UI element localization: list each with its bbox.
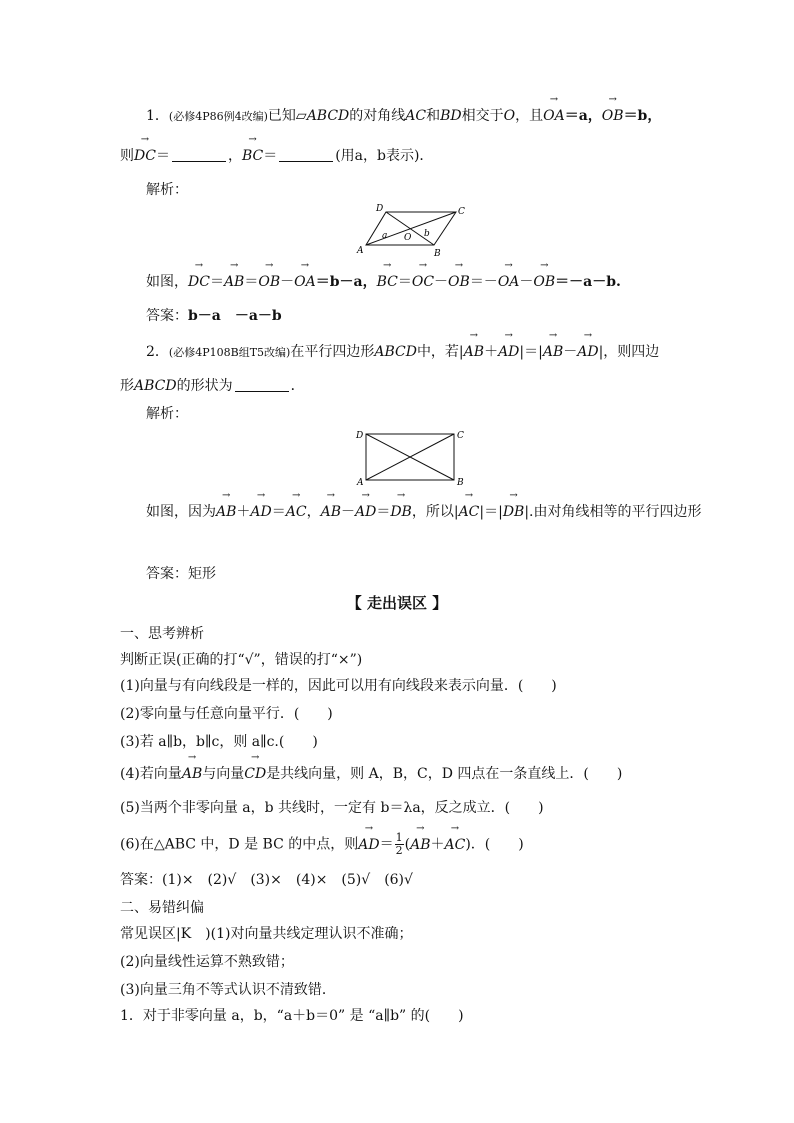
part2-heading: 二、易错纠偏 bbox=[120, 900, 204, 916]
judge-item-2: (2)零向量与任意向量平行．( ) bbox=[120, 706, 333, 722]
judge-item-6: (6)在△ABC 中，D 是 BC 的中点，则→ AD＝ $\frac{1}{2}$ (→ AB＋→ AC)．( ) bbox=[120, 832, 524, 857]
part2-question-1: 1．对于非零向量 a，b，“a＋b＝0” 是 “a∥b” 的( ) bbox=[120, 1008, 464, 1024]
q1-line1: 1．(必修4P86例4改编)已知▱ABCD的对角线AC和BD相交于O，且→ OA＝a，→ OB＝b， bbox=[146, 106, 661, 127]
q1-explanation: 如图，→ DC＝→ AB＝→ OB－→ OA＝b－a，→ BC＝→ OC－→ OB＝－→ OA－→ OB＝－a－b. bbox=[146, 272, 621, 292]
q2-line1: 2．(必修4P108B组T5改编)在平行四边形ABCD中，若|→ AB＋→ AD|＝|→ AB－→ AD|，则四边 bbox=[146, 342, 659, 363]
fraction-one-half: $\frac{1}{2}$ bbox=[395, 831, 403, 857]
fig2-label-b: B bbox=[457, 478, 464, 488]
vec-bc: → BC bbox=[242, 146, 263, 166]
q1-source: (必修4P86例4改编) bbox=[168, 110, 268, 123]
rectangle-figure bbox=[352, 426, 476, 490]
fig1-label-d: D bbox=[376, 204, 384, 214]
q1-answer: 答案：b－a －a－b bbox=[146, 308, 282, 324]
answer-blank-1[interactable] bbox=[172, 147, 226, 162]
section-title: 【 走出误区 】 bbox=[346, 594, 448, 612]
vec-dc: → DC bbox=[134, 146, 156, 166]
part1-instruction: 判断正误(正确的打“√”，错误的打“×”) bbox=[120, 652, 363, 668]
vec-ob: → OB bbox=[602, 106, 624, 126]
fig1-label-o: O bbox=[404, 233, 412, 243]
parallelogram-figure bbox=[352, 202, 472, 260]
fig2-label-d: D bbox=[356, 431, 364, 441]
fig2-label-a: A bbox=[357, 478, 364, 488]
q1-analysis-label: 解析： bbox=[146, 182, 188, 198]
answer-blank-3[interactable] bbox=[235, 377, 289, 392]
vec-oa: → OA bbox=[543, 106, 565, 126]
judge-item-4: (4)若向量→ AB与向量→ CD是共线向量，则 A，B，C，D 四点在一条直线上．( ) bbox=[120, 764, 622, 784]
fig1-label-b: B bbox=[434, 249, 441, 259]
part2-line1: 常见误区|K )(1)对向量共线定理认识不准确； bbox=[120, 926, 413, 942]
q1-line2: 则→ DC＝ ，→ BC＝ (用a，b表示)． bbox=[120, 146, 433, 166]
part1-answer: 答案：(1)× (2)√ (3)× (4)× (5)√ (6)√ bbox=[120, 872, 413, 888]
fig1-label-a: A bbox=[357, 246, 364, 256]
judge-item-3: (3)若 a∥b，b∥c，则 a∥c.( ) bbox=[120, 734, 318, 750]
q2-explanation-line1: 如图，因为→ AB＋→ AD＝→ AC，→ AB－→ AD＝→ DB，所以|→ AC|＝|→ DB|.由对角线相等的平行四边形 bbox=[146, 502, 702, 522]
fig2-label-c: C bbox=[457, 431, 464, 441]
q2-analysis-label: 解析： bbox=[146, 406, 188, 422]
judge-item-1: (1)向量与有向线段是一样的，因此可以用有向线段来表示向量．( ) bbox=[120, 678, 557, 694]
part1-heading: 一、思考辨析 bbox=[120, 626, 204, 642]
fig1-label-vec-a: a bbox=[382, 231, 388, 241]
fig1-label-c: C bbox=[458, 207, 465, 217]
part2-line3: (3)向量三角不等式认识不清致错． bbox=[120, 982, 336, 998]
q2-answer: 答案：矩形 bbox=[146, 566, 216, 582]
part2-line2: (2)向量线性运算不熟致错； bbox=[120, 954, 294, 970]
q2-source: (必修4P108B组T5改编) bbox=[168, 346, 291, 359]
fig1-label-vec-b: b bbox=[424, 229, 430, 239]
answer-blank-2[interactable] bbox=[279, 147, 333, 162]
judge-item-5: (5)当两个非零向量 a，b 共线时，一定有 b＝λa，反之成立．( ) bbox=[120, 800, 544, 816]
q2-line2: 形ABCD的形状为 ． bbox=[120, 378, 305, 394]
